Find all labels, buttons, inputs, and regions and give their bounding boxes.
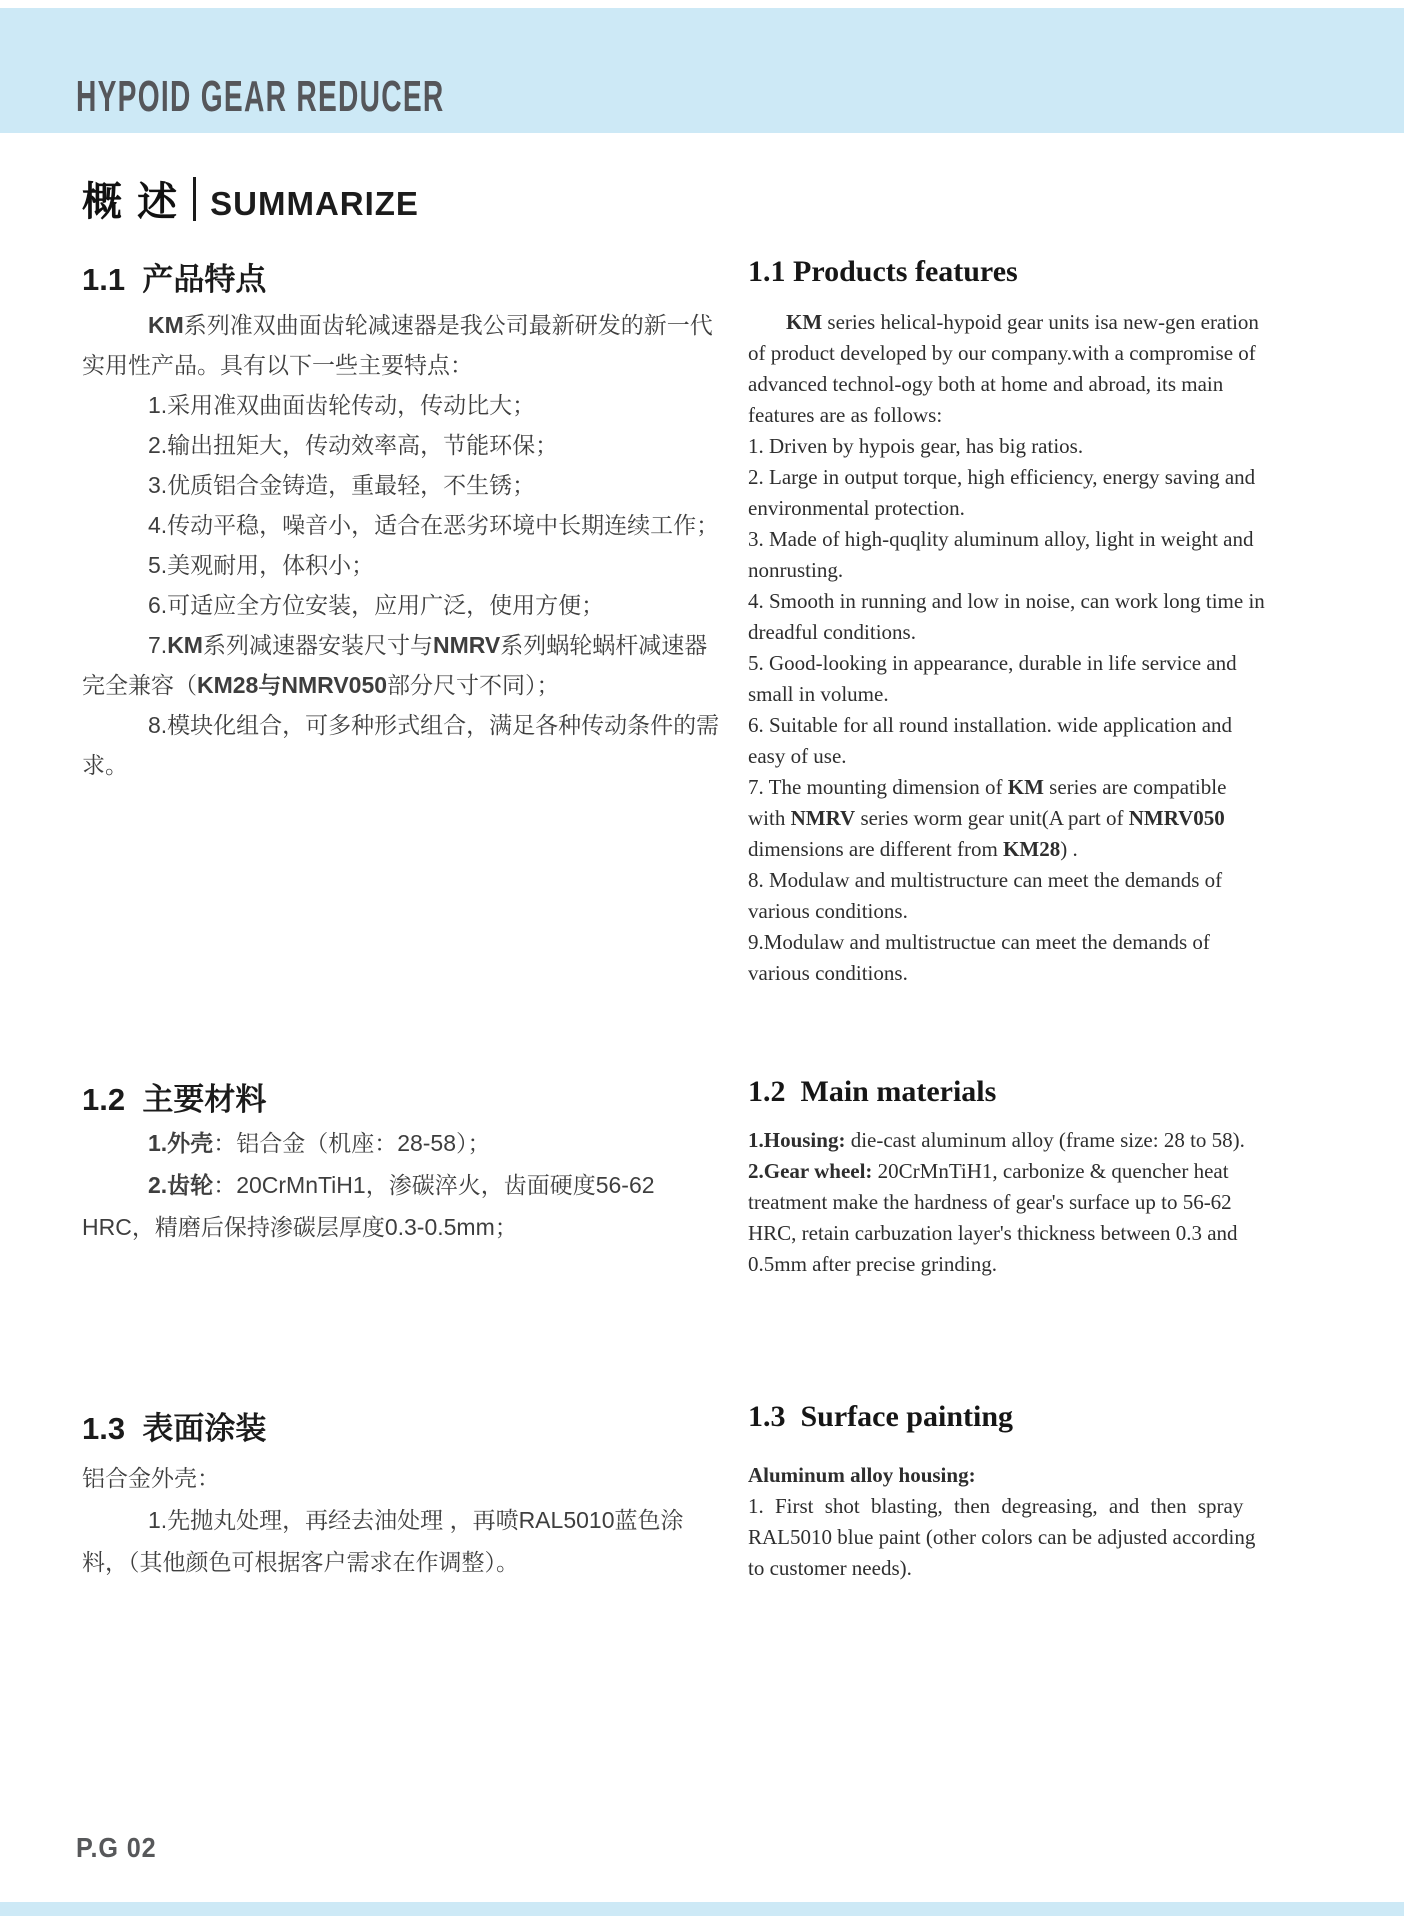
section-heading-en-features: 1.1 Products features [748, 255, 1018, 288]
text-line: 料，（其他颜色可根据客户需求在作调整）。 [82, 1549, 519, 1575]
text-segment: 系列减速器安装尺寸与 [202, 632, 433, 658]
text-segment: 7. [148, 632, 168, 658]
text-segment: ：20CrMnTiH1，渗碳淬火，齿面硬度56-62 [213, 1172, 655, 1198]
painting-cn-body [82, 1457, 762, 1583]
text-line: small in volume. [748, 682, 889, 706]
text-segment: KM28 [1003, 837, 1061, 861]
text-line: RAL5010 blue paint (other colors can be adjusted according [748, 1525, 1256, 1549]
text-line: 铝合金外壳： [82, 1465, 220, 1491]
section-heading-cn-features: 1.1 产品特点 [82, 262, 267, 297]
text-segment: 20CrMnTiH1, carbonize & quencher heat [872, 1159, 1229, 1183]
text-line: 6. Suitable for all round installation. wide application and [748, 713, 1233, 737]
text-segment: 1.外壳 [148, 1130, 214, 1156]
text-line [748, 307, 1368, 338]
text-segment: 系列蜗轮蜗杆减速器 [500, 632, 708, 658]
page-number: P.G 02 [76, 1832, 157, 1863]
text-line: 5. Good-looking in appearance, durable in life service and [748, 651, 1237, 675]
section-heading-en-materials: 1.2 Main materials [748, 1075, 997, 1108]
text-line: 2.输出扭矩大，传动效率高，节能环保； [148, 432, 559, 458]
section-heading-cn-painting: 1.3 表面涂装 [82, 1411, 267, 1446]
text-segment: NMRV [432, 632, 501, 658]
text-line: 3.优质铝合金铸造，重最轻，不生锈； [148, 472, 536, 498]
text-line: 1.先抛丸处理，再经去油处理 ，再喷RAL5010蓝色涂 [148, 1507, 684, 1533]
text-line: easy of use. [748, 744, 847, 768]
text-segment: series helical-hypoid gear units isa new-gen eration [822, 310, 1259, 334]
text-segment: with [748, 806, 791, 830]
text-line [748, 772, 1368, 803]
text-line: dreadful conditions. [748, 620, 916, 644]
text-line: 求。 [82, 752, 128, 778]
text-segment: KM28与NMRV050 [197, 672, 388, 698]
overview-title-en: SUMMARIZE [210, 185, 419, 222]
text-line: 1.采用准双曲面齿轮传动，传动比大； [148, 392, 536, 418]
text-segment: 2.齿轮 [148, 1172, 214, 1198]
painting-en-body [748, 1460, 1368, 1584]
text-segment: 部分尺寸不同）； [387, 672, 560, 698]
text-line [748, 803, 1368, 834]
text-line: of product developed by our company.with a compromise of [748, 341, 1256, 365]
text-segment: ：铝合金（机座：28-58）； [213, 1130, 491, 1156]
features-cn-body [82, 305, 762, 785]
page-title: HYPOID GEAR REDUCER [76, 72, 445, 121]
text-line: 8.模块化组合，可多种形式组合，满足各种传动条件的需 [148, 712, 720, 738]
text-line [748, 834, 1368, 865]
text-segment: series are compatible [1043, 775, 1227, 799]
text-segment: ) . [1060, 837, 1078, 861]
text-line: 1. Driven by hypois gear, has big ratios. [748, 434, 1084, 458]
text-line: 3. Made of high-quqlity aluminum alloy, light in weight and [748, 527, 1254, 551]
section-heading-en-painting: 1.3 Surface painting [748, 1400, 1014, 1433]
text-line: 2. Large in output torque, high efficiency, energy saving and [748, 465, 1256, 489]
text-line: 4. Smooth in running and low in noise, can work long time in [748, 589, 1265, 613]
text-line [82, 305, 762, 345]
text-line: 0.5mm after precise grinding. [748, 1252, 998, 1276]
section-heading-cn-materials: 1.2 主要材料 [82, 1082, 267, 1117]
text-segment: 7. The mounting dimension of [748, 775, 1008, 799]
overview-heading [82, 170, 419, 227]
text-line [82, 1122, 762, 1164]
bottom-band [0, 1902, 1404, 1916]
text-line [748, 1156, 1368, 1187]
header-band [0, 8, 1404, 133]
text-line: various conditions. [748, 899, 908, 923]
text-line: treatment make the hardness of gear's surface up to 56-62 [748, 1190, 1232, 1214]
text-segment: 2.Gear wheel: [748, 1159, 873, 1183]
text-segment: NMRV [790, 806, 856, 830]
text-line: 实用性产品。具有以下一些主要特点： [82, 352, 473, 378]
text-segment: dimensions are different from [748, 837, 1004, 861]
materials-en-body [748, 1125, 1368, 1280]
text-line: HRC, retain carbuzation layer's thickness between 0.3 and [748, 1221, 1238, 1245]
text-line: to customer needs). [748, 1556, 912, 1580]
text-line: environmental protection. [748, 496, 965, 520]
text-segment: die-cast aluminum alloy (frame size: 28 to 58). [845, 1128, 1245, 1152]
text-segment: KM [148, 312, 184, 338]
text-line: 9.Modulaw and multistructue can meet the demands of [748, 930, 1210, 954]
text-line: nonrusting. [748, 558, 844, 582]
overview-title-cn: 概 述 [82, 180, 180, 224]
text-line: various conditions. [748, 961, 908, 985]
text-line: 5.美观耐用，体积小； [148, 552, 375, 578]
text-segment: series worm gear unit(A part of [855, 806, 1129, 830]
text-line: Aluminum alloy housing: [748, 1463, 976, 1487]
text-segment: 1.Housing: [748, 1128, 846, 1152]
text-segment: 完全兼容（ [82, 672, 197, 698]
text-segment: KM [786, 310, 823, 334]
text-line [82, 625, 762, 665]
text-segment: NMRV050 [1128, 806, 1225, 830]
text-segment: 系列准双曲面齿轮减速器是我公司最新研发的新一代 [183, 312, 713, 338]
text-line: 4.传动平稳，噪音小，适合在恶劣环境中长期连续工作； [148, 512, 720, 538]
materials-cn-body [82, 1122, 762, 1248]
vertical-divider [193, 177, 196, 221]
text-line: HRC，精磨后保持渗碳层厚度0.3-0.5mm； [82, 1214, 518, 1240]
text-line: 6.可适应全方位安装，应用广泛，使用方便； [148, 592, 605, 618]
text-line: 1. First shot blasting, then degreasing, and then spray [748, 1494, 1244, 1518]
features-en-body [748, 307, 1368, 989]
text-line [82, 1164, 762, 1206]
text-line [748, 1125, 1368, 1156]
text-line: features are as follows: [748, 403, 943, 427]
text-segment: KM [167, 632, 203, 658]
text-line [82, 665, 762, 705]
text-line: advanced technol-ogy both at home and abroad, its main [748, 372, 1224, 396]
text-segment: KM [1007, 775, 1044, 799]
text-line: 8. Modulaw and multistructure can meet the demands of [748, 868, 1223, 892]
